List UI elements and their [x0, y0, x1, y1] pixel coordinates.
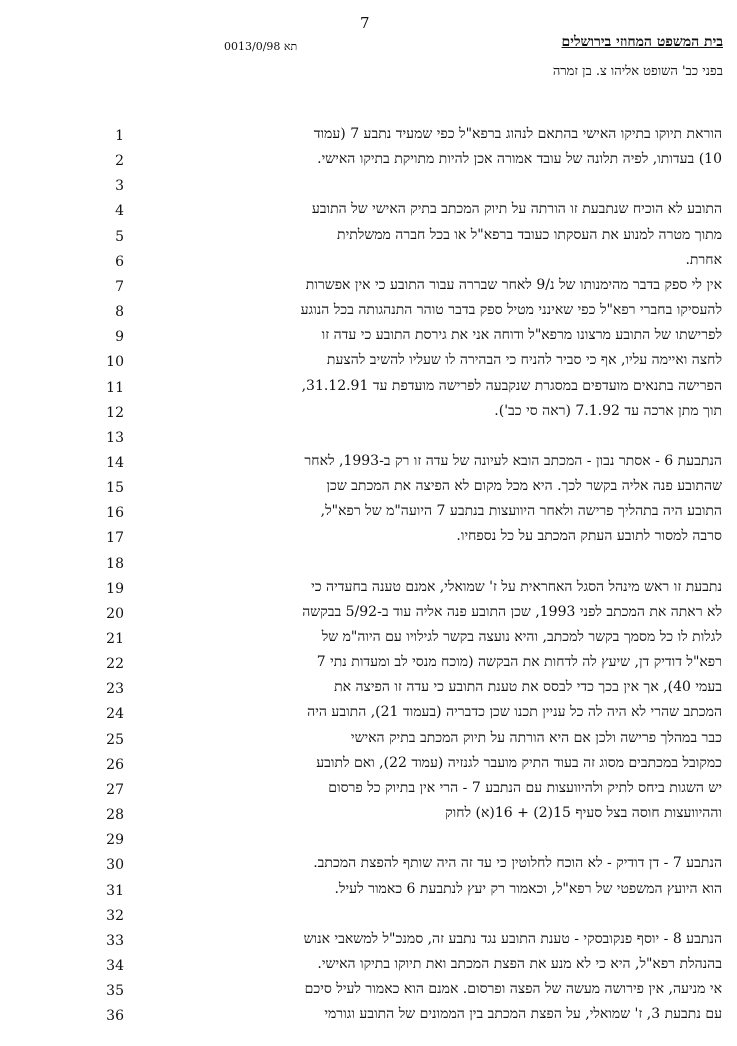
court-name: בית המשפט המחוזי בירושלים — [561, 34, 723, 50]
line-number: 29 — [106, 832, 124, 848]
judge-line: בפני כב' השופט אליהו צ. בן זמרה — [552, 64, 723, 79]
line-text: הנתבעת 6 - אסתר נבון - המכתב הובא לעיונה של עדה זו רק ב-1993, לאחר — [304, 453, 722, 469]
line-number: 23 — [106, 681, 124, 697]
line-number: 10 — [106, 354, 124, 370]
line-text: סרבה למסור לתובע העתק המכתב על כל נספחיו. — [456, 528, 722, 544]
line-number: 13 — [106, 430, 124, 446]
line-number: 26 — [106, 757, 124, 773]
line-text: אחרת. — [685, 252, 722, 268]
line-text: בעמי 40), אך אין בכך כדי לבסס את טענת התובע כי עדה זו הפיצה את — [334, 679, 722, 695]
line-text: הוא היועץ המשפטי של רפא"ל, וכאמור רק יעץ לנתבעת 6 כאמור לעיל. — [334, 881, 722, 897]
line-number: 28 — [106, 807, 124, 823]
line-number: 27 — [106, 782, 124, 798]
line-text: יש השגות ביחס לתיק ולהיוועצות עם הנתבע 7 - הרי אין בתיוק כל פרסום — [328, 780, 722, 796]
line-number: 30 — [106, 857, 124, 873]
line-number: 33 — [106, 933, 124, 949]
line-text: לגלות לו כל מסמך בקשר למכתב, והיא נועצה בקשר לגילויו עם היוה"מ של — [321, 629, 722, 645]
line-number: 14 — [106, 455, 124, 471]
line-number: 7 — [115, 279, 124, 295]
line-number: 32 — [106, 908, 124, 924]
line-text: עם נתבעת 3, ז' שמואלי, על הפצת המכתב בין הממונים של התובע וגורמי — [324, 1006, 722, 1022]
line-number: 12 — [106, 405, 124, 421]
line-text: בהנהלת רפא"ל, היא כי לא מנע את הפצת המכתב ואת תיוקו בתיקו האישי. — [317, 956, 722, 972]
line-text: שהתובע פנה אליה בקשר לכך. היא מכל מקום לא הפיצה את המכתב שכן — [326, 478, 722, 494]
line-text: אי מניעה, אין פירושה מעשה של הפצה ופרסום. אמנם הוא כאמור לעיל סיכם — [304, 981, 722, 997]
line-number: 36 — [106, 1008, 124, 1024]
line-text: לא ראתה את המכתב לפני 1993, שכן התובע פנה אליה עוד ב-5/92 בבקשה — [302, 604, 722, 620]
line-text: נתבעת זו ראש מינהל הסגל האחראית על ז' שמואלי, אמנם טענה בחעדיה כי — [311, 579, 722, 595]
line-number: 6 — [115, 254, 124, 270]
line-number: 17 — [106, 530, 124, 546]
line-text: לפרישתו של התובע מרצונו מרפא"ל ודוחה אני את גירסת התובע כי עדה זו — [321, 327, 722, 343]
line-text: הפרישה בתנאים מועדפים במסגרת שנקבעה לפרישה מועדפת עד 31.12.91, — [301, 378, 722, 394]
line-number: 19 — [106, 581, 124, 597]
line-number: 9 — [115, 329, 124, 345]
line-text: הוראת תיוקו בתיקו האישי בהתאם לנהוג ברפא"ל כפי שמעיד נתבע 7 (עמוד — [313, 126, 722, 142]
line-text: וההיוועצות חוסה בצל סעיף 15(2) + 16(א) לחוק — [445, 805, 722, 821]
line-number: 4 — [115, 203, 124, 219]
line-text: המכתב שהרי לא היה לה כל עניין תכנו שכן כדבריה (בעמוד 21), התובע היה — [307, 704, 722, 720]
line-number: 1 — [115, 128, 124, 144]
line-number: 31 — [106, 883, 124, 899]
line-number: 3 — [115, 178, 124, 194]
line-text: להעסיקו בחברי רפא"ל כפי שאינני מטיל ספק בדבר טוהר התנהגותה בכל הנוגע — [300, 302, 722, 318]
line-number: 8 — [115, 304, 124, 320]
case-number: תא 0013/0/98 — [224, 40, 298, 53]
line-text: התובע לא הוכיח שנתבעת זו הורתה על תיוק המכתב בתיק האישי של התובע — [311, 201, 722, 217]
line-text: לחצה ואיימה עליו, אף כי סביר להניח כי הבהירה לו שעליו להשיב להצעת — [326, 352, 722, 368]
line-number: 11 — [106, 380, 124, 396]
line-number: 24 — [106, 706, 124, 722]
line-number: 16 — [106, 505, 124, 521]
line-text: מתוך מטרה למנוע את העסקתו כעובד ברפא"ל או בכל חברה ממשלתית — [337, 227, 722, 243]
line-text: כבר במהלך פרישה ולכן אם היא הורתה על תיוק המכתב בתיק האישי — [350, 730, 722, 746]
line-text: רפא"ל דודיק דן, שיעץ לה לדחות את הבקשה (מוכח מנסי לב ומעדות נתי 7 — [316, 654, 722, 670]
line-number: 35 — [106, 983, 124, 999]
line-number: 22 — [106, 656, 124, 672]
line-number: 5 — [115, 229, 124, 245]
line-number: 34 — [106, 958, 124, 974]
line-text: 10) בעדותו, לפיה תלונה של עובד אמורה אכן להיות מתויקת בתיקו האישי. — [317, 151, 722, 167]
line-text: כמקובל במכתבים מסוג זה בעוד התיק מועבר לגנזיה (עמוד 22), ואם לתובע — [316, 755, 722, 771]
line-text: התובע היה בתהליך פרישה ולאחר היוועצות בנתבע 7 היועה"מ של רפא"ל, — [320, 503, 722, 519]
line-number: 20 — [106, 606, 124, 622]
line-number: 2 — [115, 153, 124, 169]
line-number: 25 — [106, 732, 124, 748]
page-number: 7 — [360, 14, 370, 32]
line-text: הנתבע 8 - יוסף פנקובסקי - טענת התובע נגד נתבע זה, סמנכ"ל למשאבי אנוש — [303, 931, 722, 947]
line-text: תוך מתן ארכה עד 7.1.92 (ראה סי כב'). — [494, 403, 722, 419]
line-number: 15 — [106, 480, 124, 496]
line-text: הנתבע 7 - דן דודיק - לא הוכח לחלוטין כי עד זה היה שותף להפצת המכתב. — [313, 855, 722, 871]
line-number: 18 — [106, 556, 124, 572]
line-text: אין לי ספק בדבר מהימנותו של נ/9 לאחר שבררה עבור התובע כי אין אפשרות — [305, 277, 722, 293]
line-number: 21 — [106, 631, 124, 647]
